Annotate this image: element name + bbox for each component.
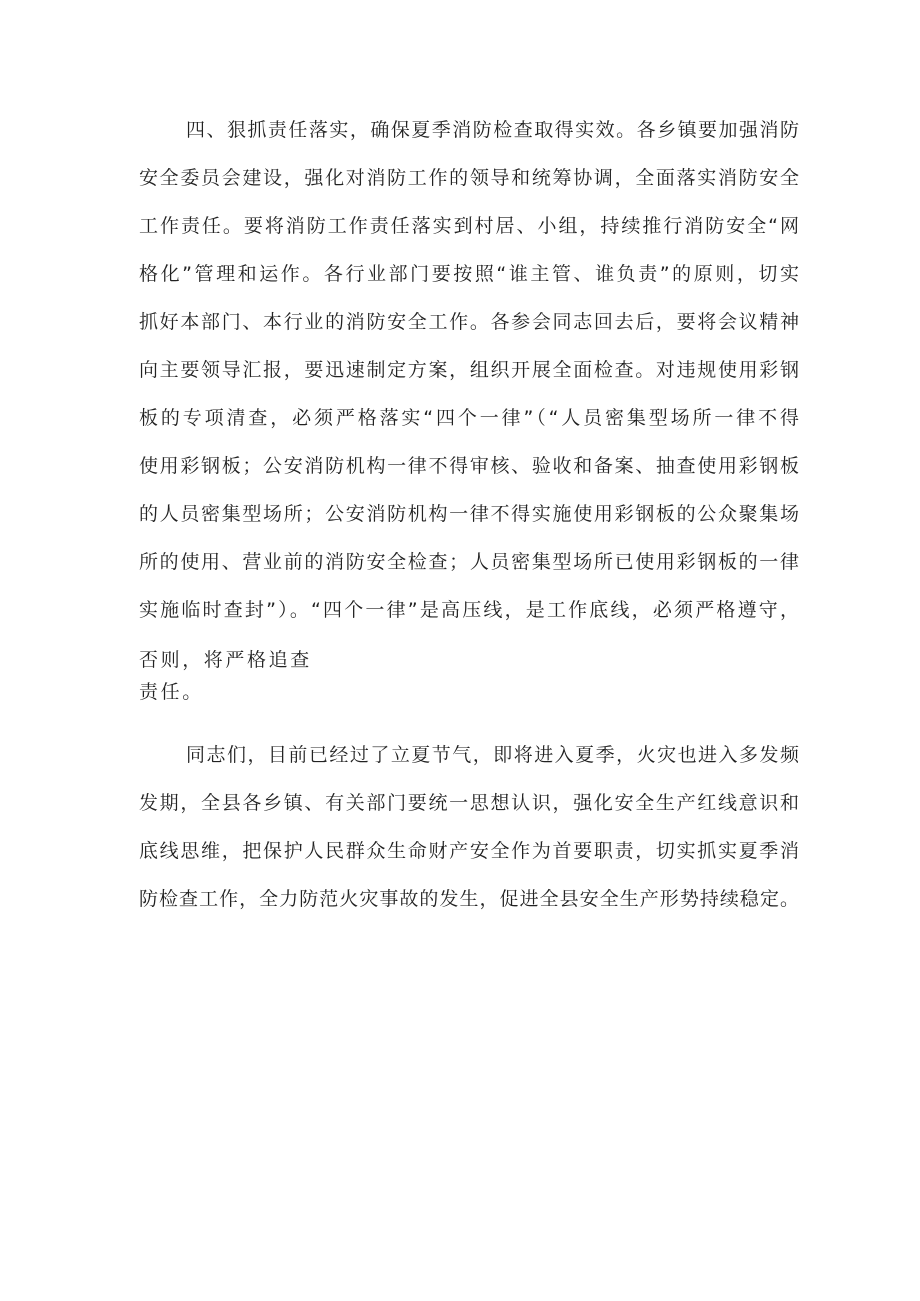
text-line: 发期，全县各乡镇、有关部门要统一思想认识，强化安全生产红线意识和 [139, 792, 799, 814]
text-line: 四、狠抓责任落实，确保夏季消防检查取得实效。各乡镇要加强消防 [186, 119, 799, 141]
text-line: 向主要领导汇报，要迅速制定方案，组织开展全面检查。对违规使用彩钢 [139, 359, 799, 381]
text-line: 否则，将严格追查 [139, 649, 312, 671]
text-line: 工作责任。要将消防工作责任落实到村居、小组，持续推行消防安全“网 [139, 215, 799, 237]
text-line: 防检查工作，全力防范火灾事故的发生，促进全县安全生产形势持续稳定。 [139, 888, 799, 910]
text-line: 实施临时查封”）。“四个一律”是高压线，是工作底线，必须严格遵守， [139, 599, 799, 621]
text-line: 底线思维，把保护人民群众生命财产安全作为首要职责，切实抓实夏季消 [139, 840, 799, 862]
text-line: 板的专项清查，必须严格落实“四个一律”（“人员密集型场所一律不得 [139, 407, 799, 429]
text-line: 所的使用、营业前的消防安全检查；人员密集型场所已使用彩钢板的一律 [139, 551, 799, 573]
text-line: 格化”管理和运作。各行业部门要按照“谁主管、谁负责”的原则，切实 [139, 263, 799, 285]
text-line: 使用彩钢板；公安消防机构一律不得审核、验收和备案、抽查使用彩钢板 [139, 455, 799, 477]
text-line: 的人员密集型场所；公安消防机构一律不得实施使用彩钢板的公众聚集场 [139, 503, 799, 525]
text-line: 同志们，目前已经过了立夏节气，即将进入夏季，火灾也进入多发频 [186, 744, 799, 766]
text-line: 抓好本部门、本行业的消防安全工作。各参会同志回去后，要将会议精神 [139, 311, 799, 333]
text-line: 安全委员会建设，强化对消防工作的领导和统筹协调，全面落实消防安全 [139, 167, 799, 189]
text-line: 责任。 [139, 681, 204, 703]
